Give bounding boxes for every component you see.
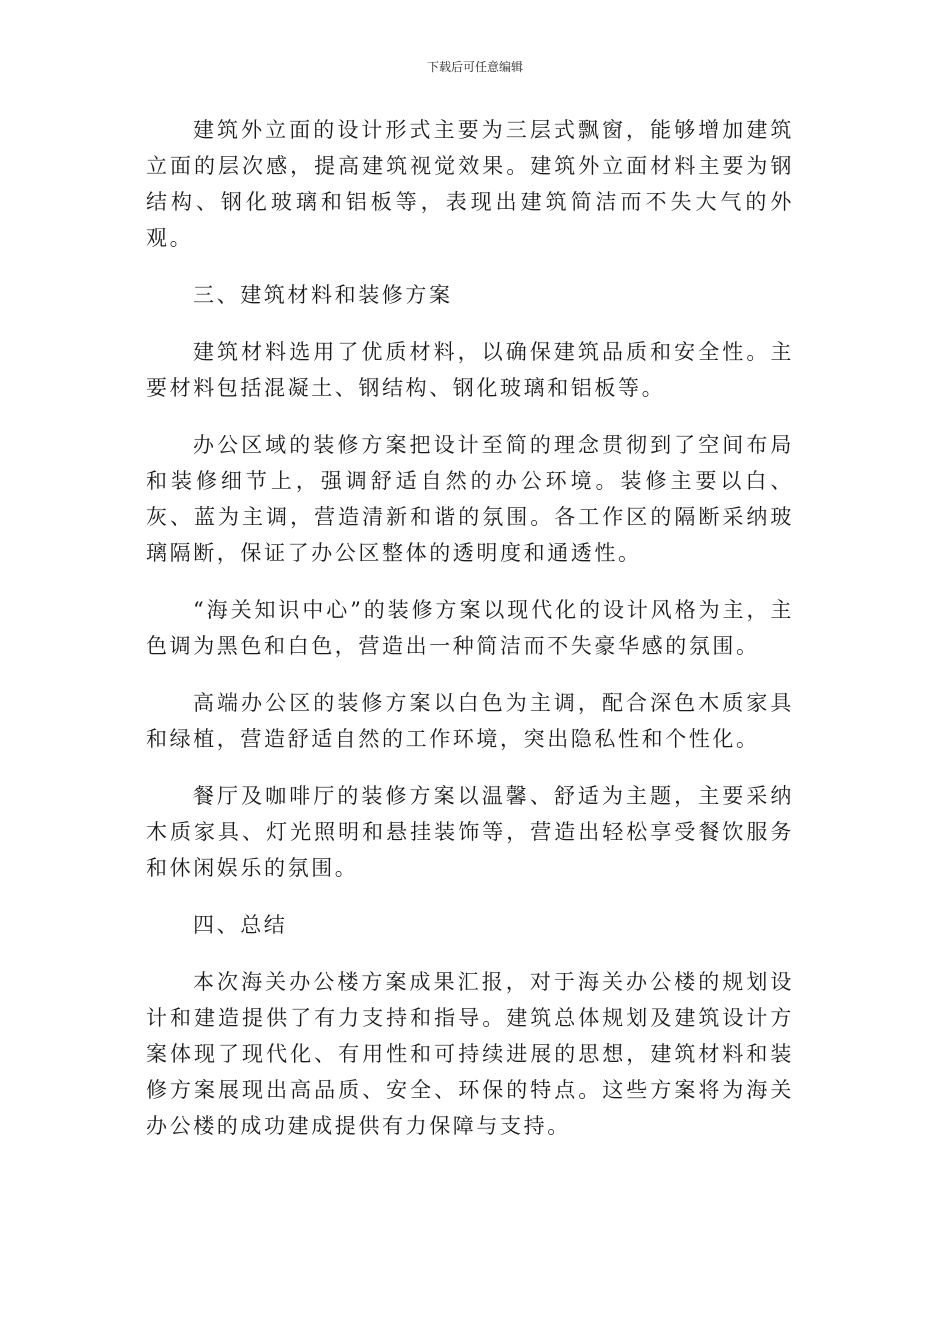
section-heading-materials: 三、建筑材料和装修方案 [193, 283, 453, 307]
document-body [146, 112, 794, 1165]
paragraph-knowledge-center: “海关知识中心”的装修方案以现代化的设计风格为主，主色调为黑色和白色，营造出一种简洁而不失豪华感的氛围。 [146, 598, 794, 658]
paragraph-materials: 建筑材料选用了优质材料，以确保建筑品质和安全性。主要材料包括混凝土、钢结构、钢化玻璃和铝板等。 [146, 340, 794, 400]
paragraph-executive-office: 高端办公区的装修方案以白色为主调，配合深色木质家具和绿植，营造舒适自然的工作环境，突出隐私性和个性化。 [146, 691, 794, 751]
paragraph-office-decoration: 办公区域的装修方案把设计至简的理念贯彻到了空间布局和装修细节上，强调舒适自然的办公环境。装修主要以白、灰、蓝为主调，营造清新和谐的氛围。各工作区的隔断采纳玻璃隔断，保证了办公区整体的透明度和通透性。 [146, 433, 794, 565]
paragraph-dining: 餐厅及咖啡厅的装修方案以温馨、舒适为主题，主要采纳木质家具、灯光照明和悬挂装饰等，营造出轻松享受餐饮服务和休闲娱乐的氛围。 [146, 784, 794, 880]
paragraph-summary: 本次海关办公楼方案成果汇报，对于海关办公楼的规划设计和建造提供了有力支持和指导。建筑总体规划及建筑设计方案体现了现代化、有用性和可持续进展的思想，建筑材料和装修方案展现出高品质、安全、环保的特点。这些方案将为海关办公楼的成功建成提供有力保障与支持。 [146, 970, 794, 1138]
page-header-note: 下载后可任意编辑 [426, 60, 523, 74]
paragraph-facade: 建筑外立面的设计形式主要为三层式飘窗，能够增加建筑立面的层次感，提高建筑视觉效果。建筑外立面材料主要为钢结构、钢化玻璃和铝板等，表现出建筑简洁而不失大气的外观。 [146, 118, 794, 250]
section-heading-summary: 四、总结 [193, 913, 288, 937]
